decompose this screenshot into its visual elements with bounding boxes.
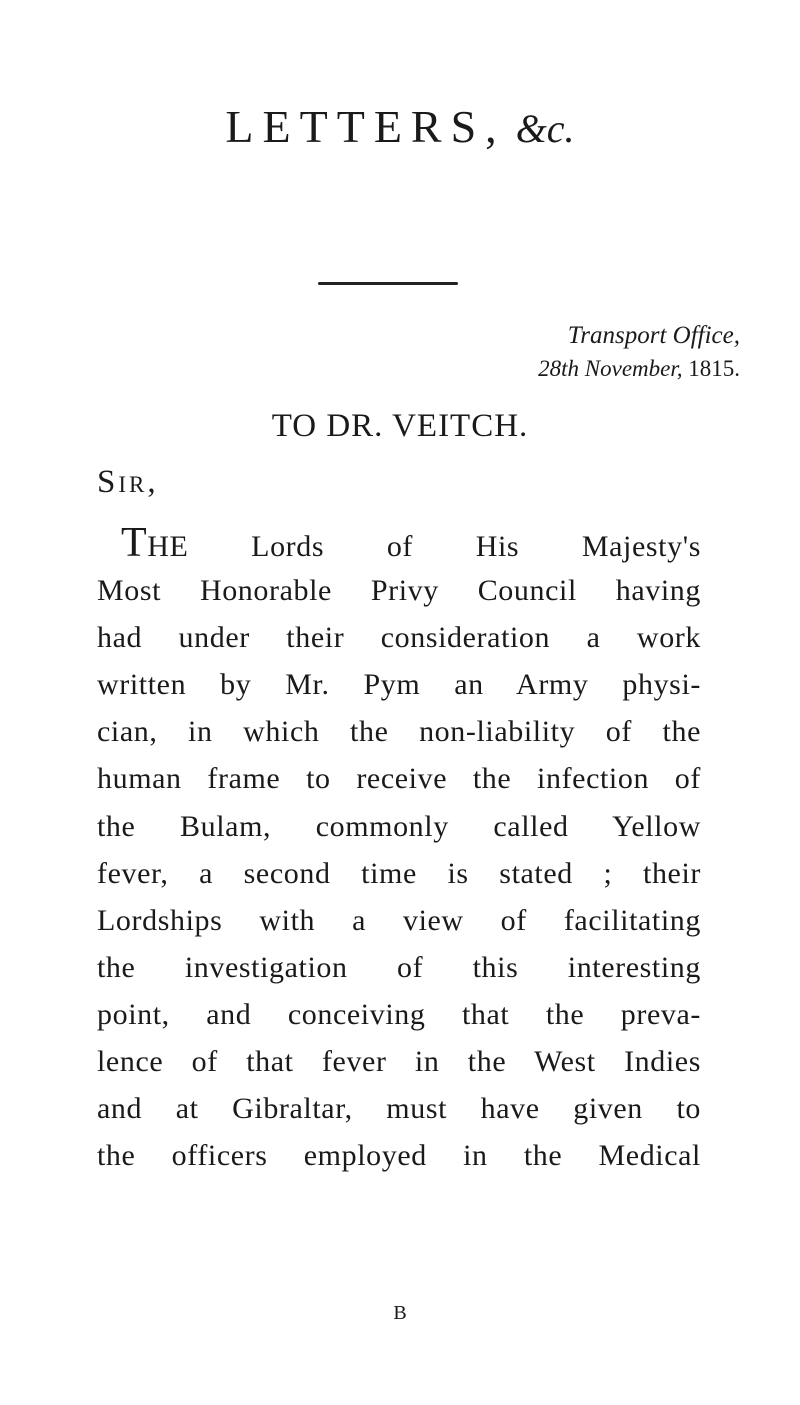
letter-origin-date	[0, 356, 740, 382]
body-line: lence of that fever in the West Indies	[97, 1045, 701, 1079]
letter-date: 28th November,	[538, 356, 683, 381]
initial-letter: T	[121, 520, 148, 566]
body-line: and at Gibraltar, must have given to	[97, 1092, 701, 1126]
body-line: fever, a second time is stated ; their	[97, 856, 701, 890]
body-line: Most Honorable Privy Council having	[97, 574, 701, 608]
letter-body	[97, 520, 701, 1179]
body-line	[97, 520, 701, 567]
body-line: human frame to receive the infection of	[97, 762, 701, 796]
body-line: cian, in which the non-liability of the	[97, 715, 701, 749]
body-line: the officers employed in the Medical	[97, 1139, 701, 1173]
signature-mark: B	[393, 1302, 407, 1324]
letter-salutation: Sir,	[97, 464, 159, 500]
body-line: Lordships with a view of facilitating	[97, 903, 701, 937]
letter-origin-place: Transport Office,	[567, 322, 740, 349]
body-line: the Bulam, commonly called Yellow	[97, 809, 701, 843]
heading-rule	[318, 282, 458, 285]
letter-addressee: TO DR. VEITCH.	[271, 408, 529, 444]
body-line: written by Mr. Pym an Army physi-	[97, 668, 701, 702]
heading-title: LETTERS,	[225, 101, 506, 152]
letter-year: 1815.	[688, 356, 740, 381]
body-line-text: HE Lords of His Majesty's	[147, 530, 701, 563]
heading-etc: &c.	[515, 106, 575, 151]
body-line: had under their consideration a work	[97, 621, 701, 655]
body-line: point, and conceiving that the preva-	[97, 997, 701, 1031]
body-line: the investigation of this interesting	[97, 950, 701, 984]
page-heading	[0, 100, 800, 153]
